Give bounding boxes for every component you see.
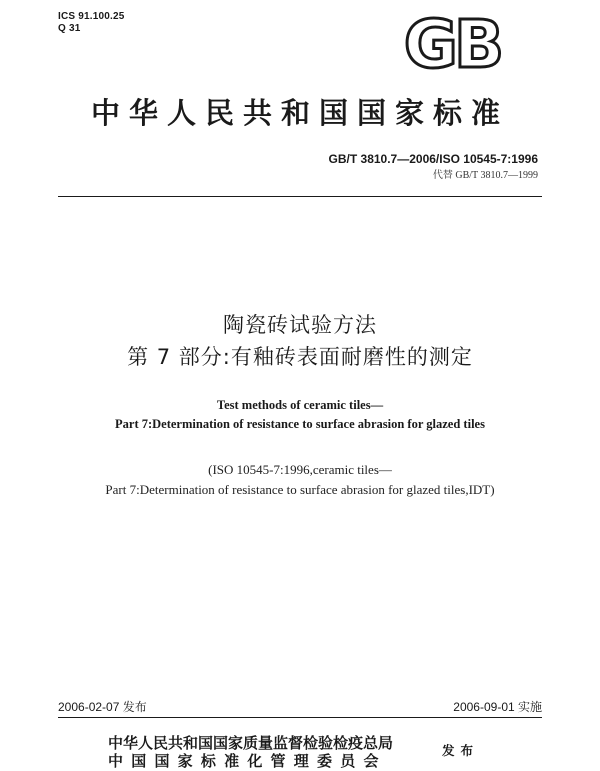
publish-label: 发布 xyxy=(442,743,480,758)
replaces-note: 代替 GB/T 3810.7—1999 xyxy=(432,170,538,181)
implementation-date: 2006-09-01 实施 xyxy=(453,700,542,714)
iso-reference-line1: (ISO 10545-7:1996,ceramic tiles— xyxy=(208,462,392,477)
english-title-line2: Part 7:Determination of resistance to surface abrasion for glazed tiles xyxy=(115,417,485,431)
iso-reference-line2: Part 7:Determination of resistance to surface abrasion for glazed tiles,IDT) xyxy=(105,482,495,497)
ics-code: ICS 91.100.25 xyxy=(58,11,125,22)
issuer-sac: 中 国 国 家 标 准 化 管 理 委 员 会 xyxy=(108,752,380,770)
gb-logo-text: GB xyxy=(403,14,501,74)
chinese-title-line2: 第 7 部分:有釉砖表面耐磨性的测定 xyxy=(127,345,473,369)
gb-logo xyxy=(392,14,512,74)
standard-number: GB/T 3810.7—2006/ISO 10545-7:1996 xyxy=(328,152,538,166)
issuer-aqsiq: 中华人民共和国国家质量监督检验检疫总局 xyxy=(108,734,394,752)
bottom-divider xyxy=(58,717,542,718)
classification-codes xyxy=(58,11,125,35)
english-title-line1: Test methods of ceramic tiles— xyxy=(216,398,384,412)
national-standard-heading: 中华人民共和国国家标准 xyxy=(90,96,509,130)
ccs-code: Q 31 xyxy=(58,23,81,34)
chinese-title-line1: 陶瓷砖试验方法 xyxy=(223,313,377,337)
top-divider xyxy=(58,196,542,197)
issue-date: 2006-02-07 发布 xyxy=(58,700,147,714)
